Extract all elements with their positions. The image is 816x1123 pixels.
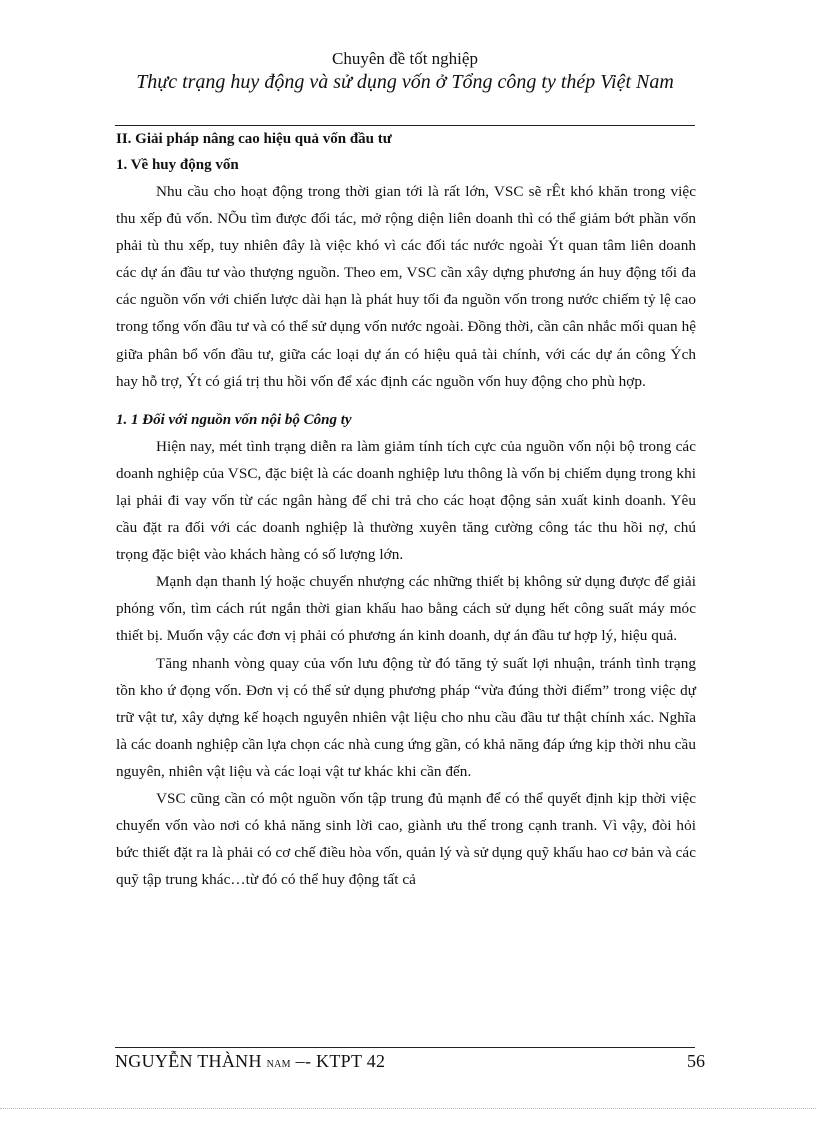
document-type-label: Chuyên đề tốt nghiệp — [332, 49, 478, 68]
footer-divider — [115, 1047, 695, 1048]
page-edge — [0, 1108, 816, 1109]
author-name: NGUYỄN THÀNH — [115, 1051, 262, 1071]
class-code: –- KTPT 42 — [295, 1051, 386, 1071]
subsection-heading: 1. Về huy động vốn — [116, 157, 239, 173]
body-paragraph: Nhu cầu cho hoạt động trong thời gian tới là rất lớn, VSC sẽ rÊt khó khăn trong việc thu xếp đủ vốn. NÕu tìm được đối tác, mở rộng diện liên doanh thì có thể giảm bớt phần vốn phải tù thu xếp, tuy nhiên đây là việc khó vì các đối tác nước ngoài Ýt quan tâm liên doanh các dự án đầu tư vào thượng nguồn. Theo em, VSC cần xây dựng phương án huy động tối đa các nguồn vốn với chiến lược dài hạn là phát huy tối đa nguồn vốn trong nước chiếm tỷ lệ cao trong tổng vốn đầu tư và có thể sử dụng vốn nước ngoài. Đồng thời, cần cân nhắc mối quan hệ giữa phân bổ vốn đầu tư, giữa các loại dự án có hiệu quả tài chính, với các dự án công Ých hay hỗ trợ, Ýt có giá trị thu hồi vốn để xác định các nguồn vốn huy động cho phù hợp. — [116, 183, 696, 390]
document-title: Thực trạng huy động và sử dụng vốn ở Tổng công ty thép Việt Nam — [136, 71, 674, 93]
body-paragraph: Hiện nay, mét tình trạng diễn ra làm giảm tính tích cực của nguồn vốn nội bộ trong các doanh nghiệp của VSC, đặc biệt là các doanh nghiệp lưu thông là vốn bị chiếm dụng trong khi lại phải đi vay vốn từ các ngân hàng để chi trả cho các hoạt động sản xuất kinh doanh. Yêu cầu đặt ra đối với các doanh nghiệp là thường xuyên tăng cường công tác thu hồi nợ, chú trọng đặc biệt vào khách hàng có số lượng lớn. — [116, 437, 696, 564]
page-footer — [115, 1049, 705, 1079]
footer-author — [115, 1051, 385, 1072]
subsubsection-heading: 1. 1 Đối với nguồn vốn nội bộ Công ty — [116, 411, 352, 428]
page-header — [115, 48, 695, 95]
body-paragraph: VSC cũng cần có một nguồn vốn tập trung đủ mạnh để có thể quyết định kịp thời việc chuyển vốn vào nơi có khả năng sinh lời cao, giành ưu thế trong cạnh tranh. Vì vậy, đòi hỏi bức thiết đặt ra là phải có cơ chế điều hòa vốn, quản lý và sử dụng quỹ khấu hao cơ bản và các quỹ tập trung khác…từ đó có thể huy động tất cả — [116, 789, 696, 889]
body-paragraph: Mạnh dạn thanh lý hoặc chuyển nhượng các những thiết bị không sử dụng được để giải phóng vốn, tìm cách rút ngắn thời gian khấu hao bằng cách sử dụng hết công suất máy móc thiết bị. Muốn vậy các đơn vị phải có phương án kinh doanh, dự án đầu tư hợp lý, hiệu quả. — [116, 573, 696, 645]
body-paragraph: Tăng nhanh vòng quay của vốn lưu động từ đó tăng tỷ suất lợi nhuận, tránh tình trạng tồn kho ứ đọng vốn. Đơn vị có thể sử dụng phương pháp “vừa đúng thời điểm” trong việc dự trữ vật tư, xây dựng kế hoạch nguyên nhiên vật liệu cho nhu cầu đầu tư thật chính xác. Nghĩa là các doanh nghiệp cần lựa chọn các nhà cung ứng gần, có khả năng đáp ứng kịp thời nhu cầu nguyên, nhiên vật liệu và các loại vật tư khác khi cần đến. — [116, 654, 696, 780]
page-body — [116, 126, 696, 893]
author-name-small: NAM — [266, 1059, 291, 1070]
page-number: 56 — [687, 1051, 705, 1071]
section-heading: II. Giải pháp nâng cao hiệu quả vốn đầu tư — [116, 131, 392, 147]
